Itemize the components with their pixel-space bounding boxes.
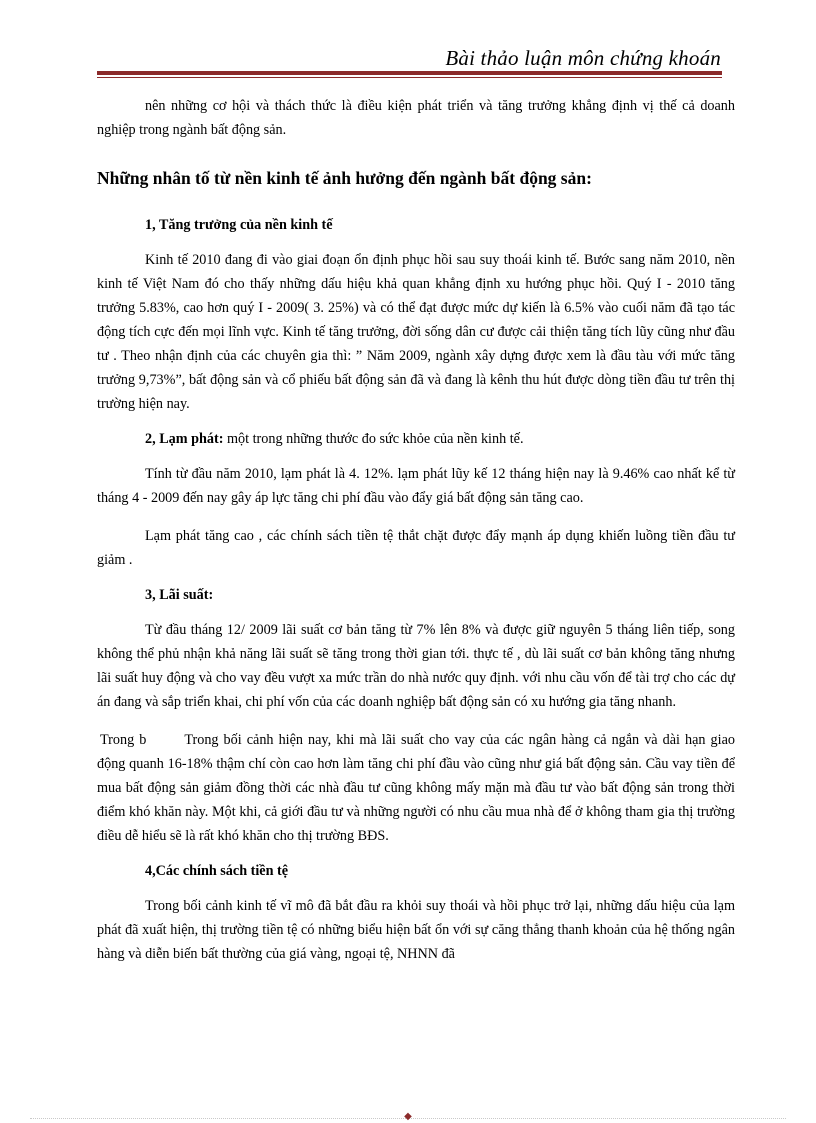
main-heading: Những nhân tố từ nền kinh tế ảnh hưởng đến ngành bất động sản: bbox=[97, 168, 592, 188]
section-3-paragraph-2-lead: Trong b bbox=[100, 732, 147, 748]
header-rule-thin bbox=[97, 77, 722, 78]
section-1-paragraph: Kinh tế 2010 đang đi vào giai đoạn ổn định phục hồi sau suy thoái kinh tế. Bước sang năm 2010, nền kinh tế Việt Nam đó cho thấy những dấu hiệu khả quan khẳng định xu hướng phục hồi. Quý I - 2010 tăng trưởng 5.83%, cao hơn quý I - 2009( 3. 25%) và có thể đạt được mức dự kiến là 6.5% vào cuối năm đã tạo tác động tích cực đến mọi lĩnh vực. Kinh tế tăng trưởng, đời sống dân cư được cải thiện tăng tích lũy cũng như đầu tư . Theo nhận định của các chuyên gia thì: ” Năm 2009, ngành xây dựng được xem là đầu tàu với mức tăng trưởng 9,73%”, bất động sản và cổ phiếu bất động sản đã và đang là kênh thu hút được dòng tiền đầu tư trên thị trường hiện nay. bbox=[97, 252, 735, 412]
section-2-paragraph-2: Lạm phát tăng cao , các chính sách tiền tệ thắt chặt được đẩy mạnh áp dụng khiến luồng tiền đầu tư giảm . bbox=[97, 528, 735, 568]
section-2-heading-rest: một trong những thước đo sức khỏe của nền kinh tế. bbox=[223, 431, 524, 447]
header-rule-thick bbox=[97, 71, 722, 75]
section-2-heading: 2, Lạm phát: bbox=[145, 431, 224, 447]
document-body bbox=[97, 94, 735, 966]
footer-mark-icon: ◆ bbox=[404, 1111, 412, 1122]
spacer bbox=[97, 510, 735, 524]
section-3-paragraph-1: Từ đầu tháng 12/ 2009 lãi suất cơ bản tăng từ 7% lên 8% và được giữ nguyên 5 tháng liên tiếp, song không thể phủ nhận khả năng lãi suất sẽ tăng trong thời gian tới. thực tế , dù lãi suất cơ bản không tăng nhưng lãi suất huy động và cho vay đều vượt xa mức trần do nhà nước quy định. với nhu cầu vốn để tài trợ cho các dự án đang và sắp triển khai, chi phí vốn của các doanh nghiệp bất động sản có xu hướng gia tăng nhanh. bbox=[97, 622, 735, 710]
section-2-heading-line bbox=[97, 416, 735, 462]
section-2-paragraph-1: Tính từ đầu năm 2010, lạm phát là 4. 12%. lạm phát lũy kế 12 tháng hiện nay là 9.46% cao nhất kể từ tháng 4 - 2009 đến nay gây áp lực tăng chi phí đầu vào đẩy giá bất động sản tăng cao. bbox=[97, 466, 735, 506]
header-title: Bài thảo luận môn chứng khoán bbox=[445, 46, 721, 70]
spacer bbox=[97, 714, 735, 728]
section-3-paragraph-2-text: Trong bối cảnh hiện nay, khi mà lãi suất cho vay của các ngân hàng cả ngắn và dài hạn giao động quanh 16-18% thậm chí còn cao hơn làm tăng chi phí đầu vào cũng như giá bất động sản. Cầu vay tiền để mua bất động sản giảm đồng thời các nhà đầu tư cũng không mấy mặn mà đầu tư vào bất động sản trong thời điểm khó khăn này. Một khi, cả giới đầu tư và những người có nhu cầu mua nhà để ở không tham gia thị trường điều dễ hiểu sẽ là rất khó khăn cho thị trường BĐS. bbox=[97, 732, 735, 844]
section-4-paragraph: Trong bối cảnh kinh tế vĩ mô đã bắt đầu ra khỏi suy thoái và hồi phục trở lại, những dấu hiệu của lạm phát đã xuất hiện, thị trường tiền tệ có những biểu hiện bất ổn với sự căng thẳng thanh khoản của hệ thống ngân hàng và diễn biến bất thường của giá vàng, ngoại tệ, NHNN đã bbox=[97, 898, 735, 962]
section-3-paragraph-2 bbox=[97, 728, 735, 848]
intro-paragraph: nên những cơ hội và thách thức là điều kiện phát triển và tăng trưởng khẳng định vị thế cả doanh nghiệp trong ngành bất động sản. bbox=[97, 98, 735, 138]
section-1-heading: 1, Tăng trưởng của nền kinh tế bbox=[145, 217, 333, 233]
section-4-heading: 4,Các chính sách tiền tệ bbox=[145, 863, 289, 879]
section-3-heading: 3, Lãi suất: bbox=[145, 587, 214, 603]
